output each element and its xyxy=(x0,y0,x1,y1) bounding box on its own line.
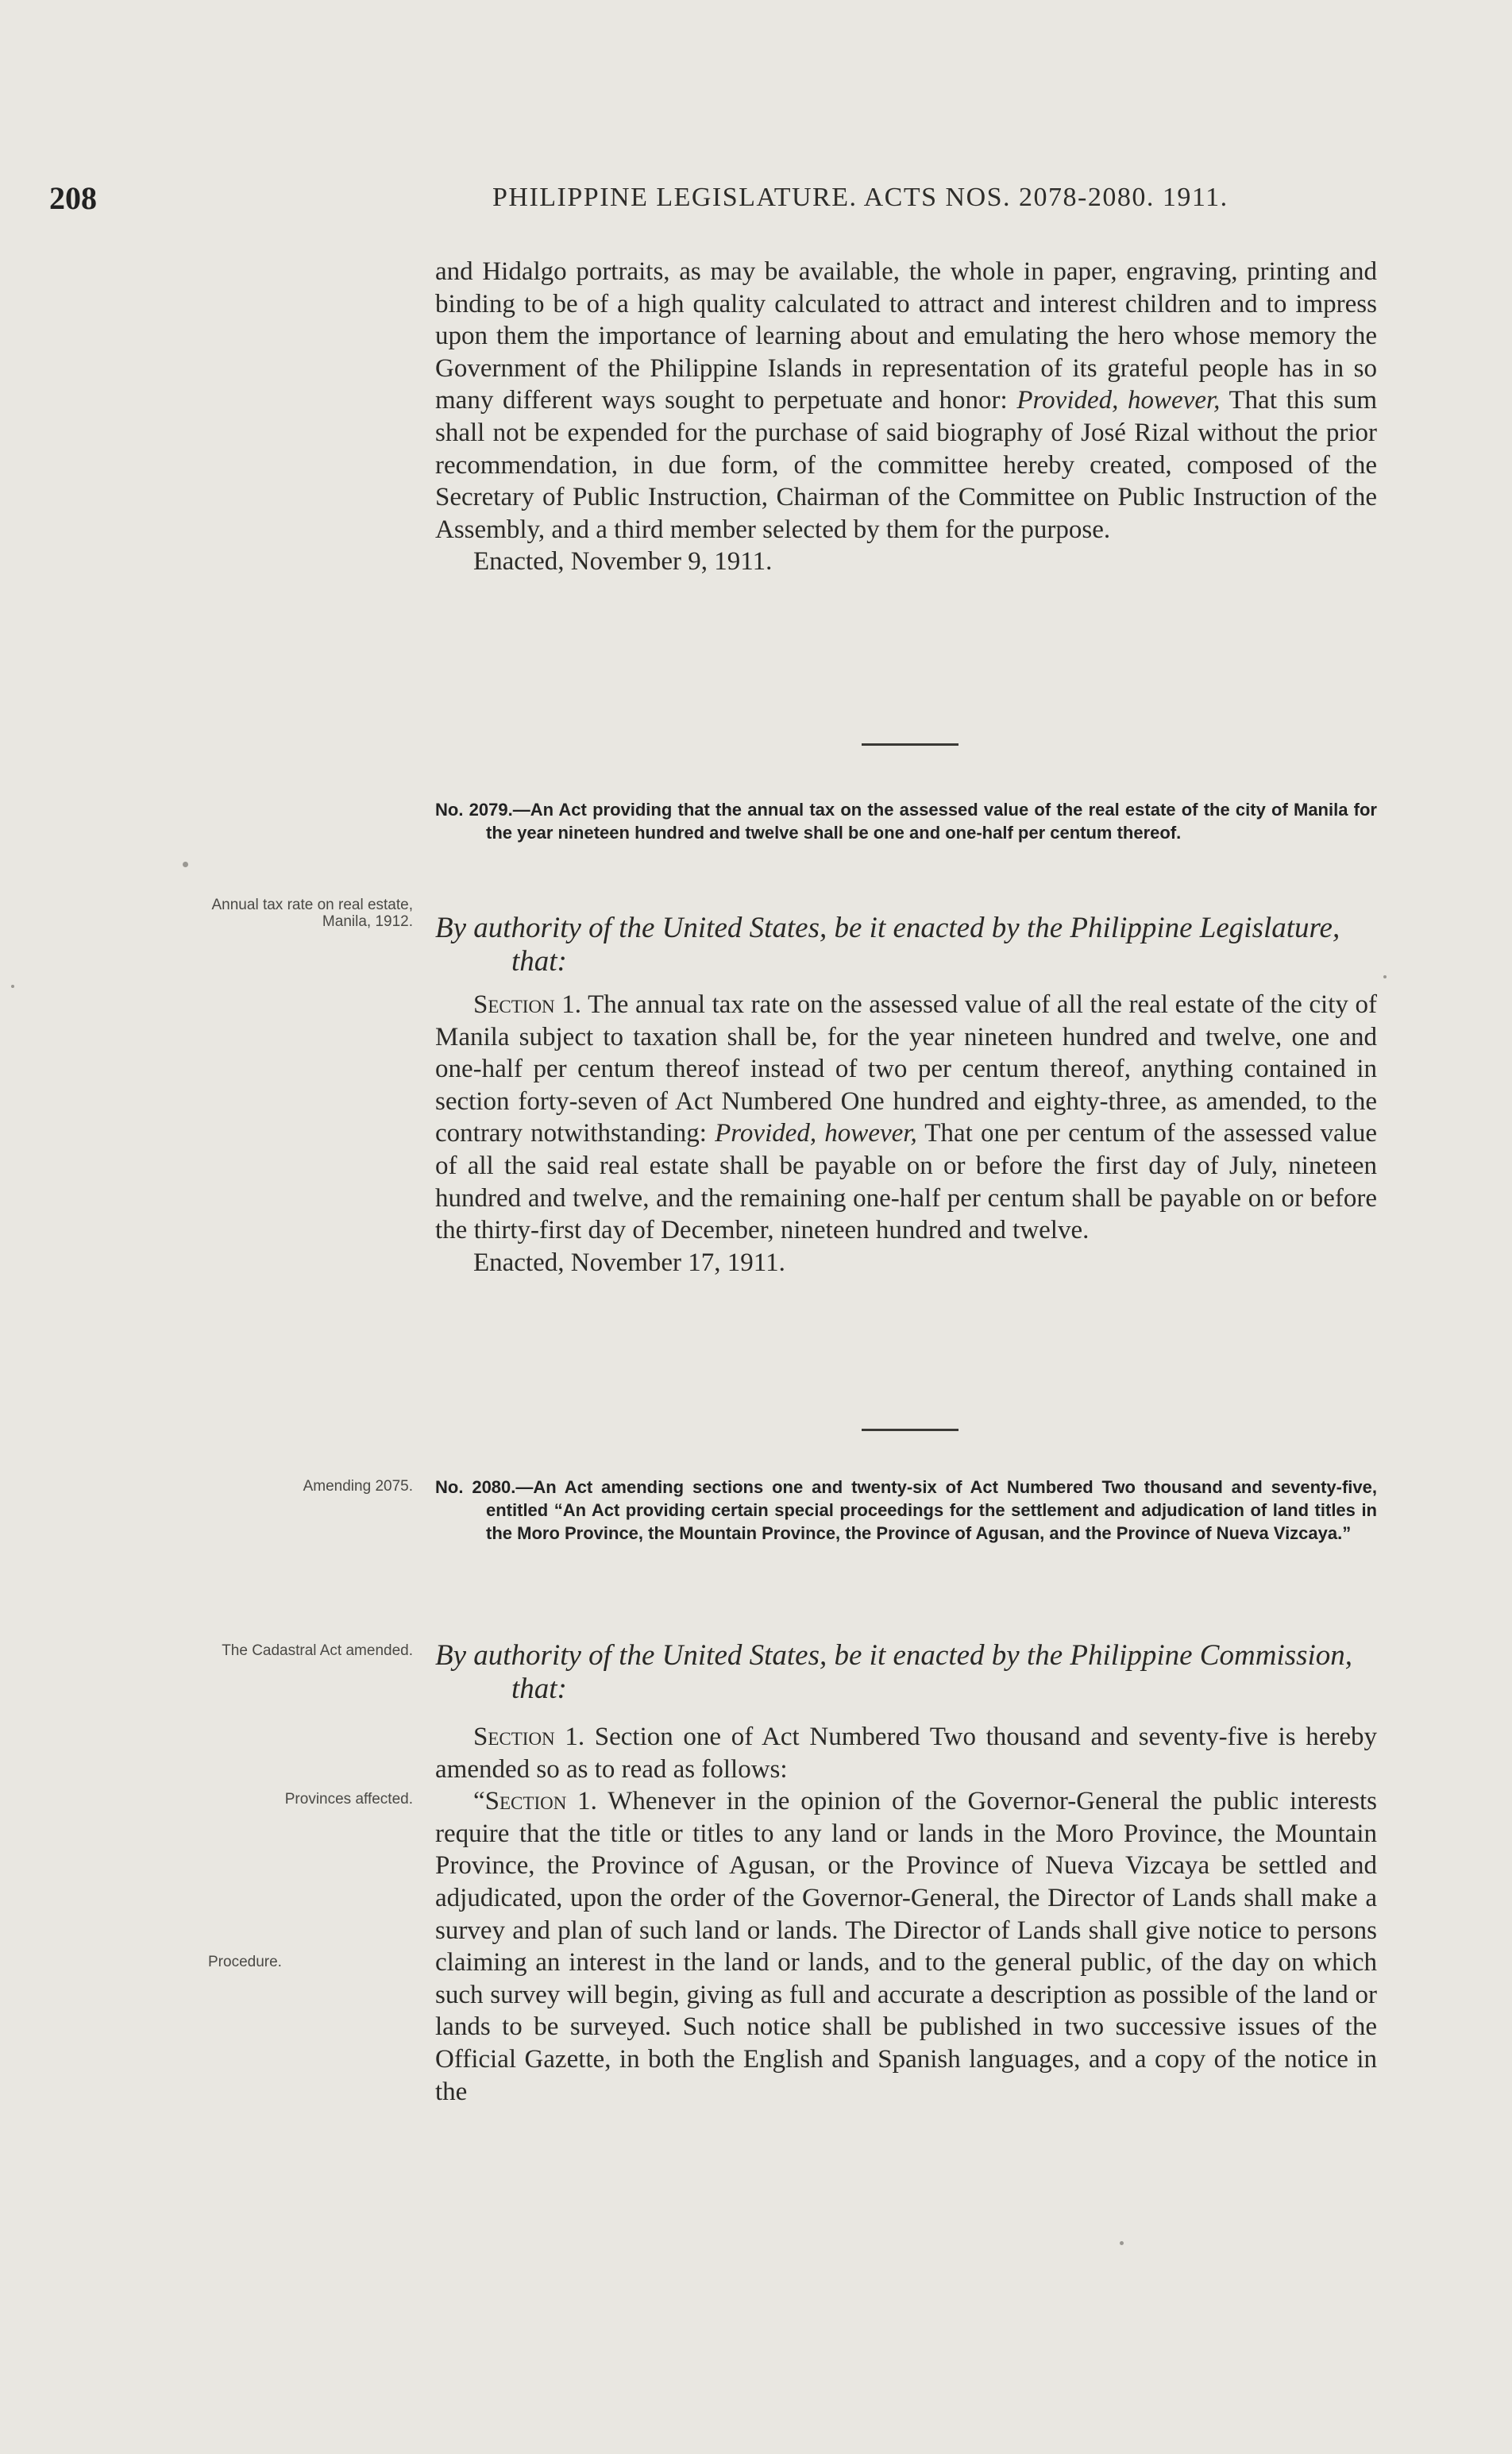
continued-proviso: Provided, however, xyxy=(1016,386,1221,415)
continued-text-part1: and Hidalgo portraits, as may be available, the whole in paper, engraving, printing and binding to be of a high quality calculated to attract and interest children and to impress upon them the importance of learning about and emulating the hero whose memory the Government of the Philippine Islands in representation of its grateful people has in so many different ways sought to perpetuate and honor: xyxy=(435,257,1377,415)
act-2079-section-1 xyxy=(435,989,1377,1247)
act-2079-title: No. 2079.—An Act providing that the annual tax on the assessed value of the real estate of the city of Manila for the year nineteen hundred and twelve shall be one and one-half per centum thereof. xyxy=(435,800,1377,843)
quoted-section-label: “Section 1. xyxy=(473,1787,597,1816)
quoted-section-text: Whenever in the opinion of the Governor-General the public interests require that the title or titles to any land or lands in the Moro Province, the Mountain Province, the Province of Agusan, or the Province of Nueva Vizcaya be settled and adjudicated, upon the order of the Governor-General, the Director of Lands shall make a survey and plan of such land or lands. The Director of Lands shall give notice to persons claiming an interest in the land or lands, and to the general public, of the day on which such survey will begin, giving as full and accurate a description as possible of the land or lands to be surveyed. Such notice shall be published in two successive issues of the Official Gazette, in both the English and Spanish languages, and a copy of the notice in the xyxy=(435,1787,1377,2106)
act-2079-proviso: Provided, however, xyxy=(715,1119,917,1148)
section-text-part1: The annual tax rate on the assessed value of all the real estate of the city of Manila subject to taxation shall be, for the year nineteen hundred and twelve, one and one-half per centum thereof instead of two per centum thereof, anything contained in section forty-seven of Act Numbered One hundred and eighty-three, as amended, to the contrary notwithstanding: xyxy=(435,990,1378,1148)
continued-paragraph xyxy=(435,256,1377,546)
scan-speck xyxy=(183,862,188,867)
act-2080-section xyxy=(435,1721,1377,2108)
enacted-date-2078: Enacted, November 9, 1911. xyxy=(473,547,773,577)
act-2080-section-1 xyxy=(435,1721,1377,1785)
section-text-part2: That one per centum of the assessed value of all the said real estate shall be payable on or before the first day of July, nineteen hundred and twelve, and the remaining one-half per centum shall be payable on or before the thirty-first day of December, nineteen hundred and twelve. xyxy=(435,1119,1378,1245)
section-text: Section one of Act Numbered Two thousand and seventy-five is hereby amended so as to read as follows: xyxy=(435,1723,1377,1784)
section-label: Section 1. xyxy=(473,990,582,1019)
act-2079-enacting-clause: By authority of the United States, be it enacted by the Philippine Legislature, that: xyxy=(435,912,1340,978)
scan-speck xyxy=(1120,2241,1124,2245)
scan-speck xyxy=(1383,975,1387,978)
quoted-section xyxy=(435,1785,1377,2108)
section-divider xyxy=(862,743,958,746)
enacted-date-2079: Enacted, November 17, 1911. xyxy=(473,1248,785,1277)
margin-note-annual-tax: Annual tax rate on real estate, Manila, 1912. xyxy=(211,897,413,930)
margin-note-cadastral: The Cadastral Act amended. xyxy=(222,1642,413,1659)
margin-note-provinces: Provinces affected. xyxy=(284,1791,413,1808)
scan-speck xyxy=(11,985,14,988)
section-divider xyxy=(862,1429,958,1431)
page-number: 208 xyxy=(49,180,97,216)
margin-note-amending: Amending 2075. xyxy=(303,1478,413,1495)
running-head: PHILIPPINE LEGISLATURE. ACTS NOS. 2078-2080. 1911. xyxy=(492,183,1228,212)
act-2079-section xyxy=(435,989,1377,1279)
act-2080-enacting-clause: By authority of the United States, be it enacted by the Philippine Commission, that: xyxy=(435,1639,1353,1705)
section-label: Section 1. xyxy=(473,1723,585,1751)
act-2080-title: No. 2080.—An Act amending sections one and twenty-six of Act Numbered Two thousand and seventy-five, entitled “An Act providing certain special proceedings for the settlement and adjudication of land titles in the Moro Province, the Mountain Province, the Province of Agusan, and the Province of Nueva Vizcaya.” xyxy=(435,1477,1377,1543)
continued-act-text xyxy=(435,256,1377,578)
margin-note-procedure: Procedure. xyxy=(208,1954,282,1970)
continued-text-part2: That this sum shall not be expended for the purchase of said biography of José Rizal without the prior recommendation, in due form, of the committee hereby created, composed of the Secretary of Public Instruction, Chairman of the Committee on Public Instruction of the Assembly, and a third member selected by them for the purpose. xyxy=(435,386,1378,544)
